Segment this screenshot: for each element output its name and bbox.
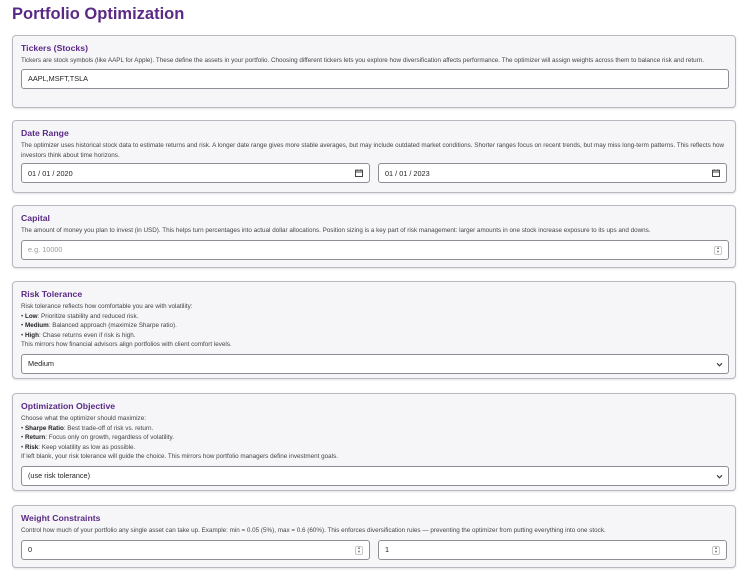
number-stepper-icon[interactable]: ▲ ▼: [714, 246, 722, 255]
objective-option-risk: • Risk: Keep volatility as low as possible.: [21, 443, 136, 451]
risk-option-high: • High: Chase returns even if risk is high.: [21, 331, 136, 339]
capital-placeholder: e.g. 10000: [28, 245, 63, 254]
objective-heading: Optimization Objective: [21, 401, 116, 411]
tickers-input-value: AAPL,MSFT,TSLA: [28, 74, 89, 83]
objective-outro: If left blank, your risk tolerance will guide the choice. This mirrors how portfolio managers define investment goals.: [21, 453, 338, 460]
capital-heading: Capital: [21, 213, 50, 223]
capital-input[interactable]: [21, 240, 729, 260]
chevron-down-icon: [716, 473, 723, 480]
date-range-heading: Date Range: [21, 128, 69, 138]
weight-constraints-section: [12, 505, 736, 568]
objective-intro: Choose what the optimizer should maximize:: [21, 415, 146, 422]
number-stepper-icon[interactable]: ▲ ▼: [355, 546, 363, 555]
tickers-input[interactable]: [21, 69, 729, 89]
objective-option-sharpe: • Sharpe Ratio: Best trade-off of risk vs. return.: [21, 424, 154, 432]
date-range-section: [12, 120, 736, 193]
risk-tolerance-selected: Medium: [28, 359, 54, 368]
risk-tolerance-select[interactable]: [21, 354, 729, 374]
min-weight-value: 0: [28, 545, 33, 554]
start-date-value: 01 / 01 / 2020: [28, 168, 73, 178]
calendar-icon[interactable]: [712, 169, 720, 177]
tickers-heading: Tickers (Stocks): [21, 43, 88, 53]
risk-option-medium: • Medium: Balanced approach (maximize Sharpe ratio).: [21, 322, 177, 329]
risk-tolerance-heading: Risk Tolerance: [21, 289, 83, 299]
number-stepper-icon[interactable]: ▲ ▼: [712, 546, 720, 555]
chevron-down-icon: [716, 361, 723, 368]
tickers-section: [12, 35, 736, 108]
objective-select[interactable]: [21, 466, 729, 486]
start-date-input[interactable]: [21, 163, 370, 183]
capital-description: The amount of money you plan to invest (in USD). This helps turn percentages into actual dollar allocations. Position sizing is a key part of risk management: larger amounts in one stock increase exposure to its ups and downs.: [21, 227, 651, 234]
capital-section: [12, 205, 736, 268]
max-weight-value: 1: [385, 545, 390, 554]
min-weight-input[interactable]: [21, 540, 370, 560]
calendar-icon[interactable]: [355, 169, 363, 177]
max-weight-input[interactable]: [378, 540, 727, 560]
page-title: Portfolio Optimization: [12, 5, 185, 23]
date-range-description: The optimizer uses historical stock data to estimate returns and risk. A longer date range gives more stable averages, but may include outdated market conditions. Shorter ranges focus on recent trends, but may miss long-term patterns. This reflects how investors think about time horizons.: [21, 142, 725, 159]
tickers-description: Tickers are stock symbols (like AAPL for Apple). These define the assets in your portfolio. Choosing different tickers lets you explore how diversification affects performance. The optimizer will assign weights across them to balance risk and return.: [21, 57, 704, 64]
risk-tolerance-section: [12, 281, 736, 379]
risk-option-low: • Low: Prioritize stability and reduced risk.: [21, 312, 139, 320]
weight-constraints-heading: Weight Constraints: [21, 513, 101, 523]
objective-option-return: • Return: Focus only on growth, regardless of volatility.: [21, 434, 174, 441]
risk-tolerance-intro: Risk tolerance reflects how comfortable you are with volatility:: [21, 303, 193, 310]
risk-tolerance-outro: This mirrors how financial advisors align portfolios with client comfort levels.: [21, 341, 232, 348]
end-date-input[interactable]: [378, 163, 727, 183]
objective-selected: (use risk tolerance): [28, 471, 91, 480]
weight-constraints-description: Control how much of your portfolio any single asset can take up. Example: min = 0.05 (5%), max = 0.6 (60%). This enforces diversification rules — preventing the optimizer from putting everything into one stock.: [21, 527, 606, 534]
objective-section: [12, 393, 736, 491]
end-date-value: 01 / 01 / 2023: [385, 168, 430, 178]
